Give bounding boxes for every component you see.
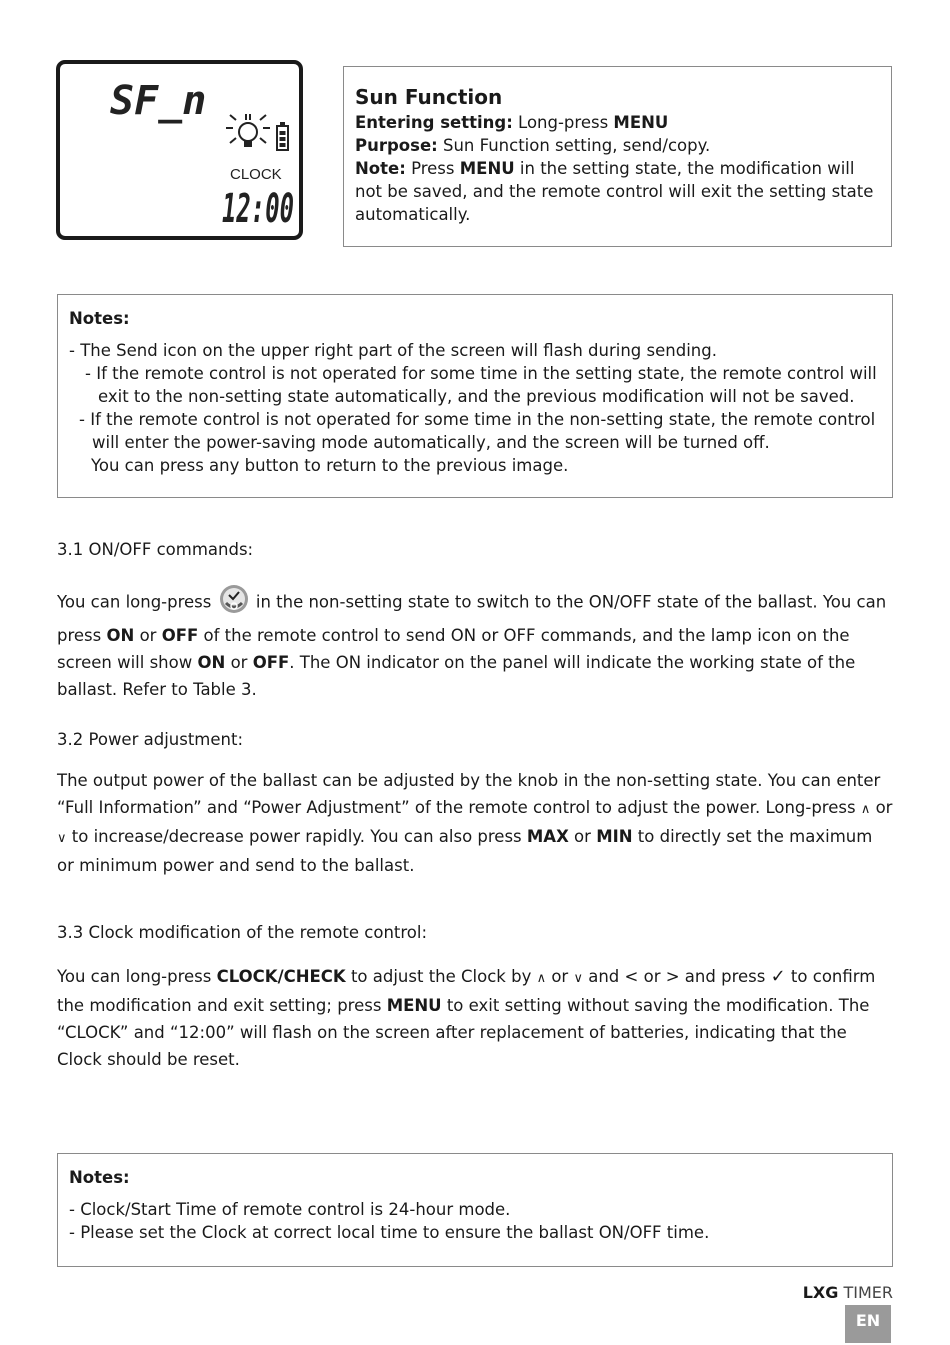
lcd-mode-text: SF_n [110,78,207,124]
lcd-screen-illustration [56,60,303,240]
text: to directly set the maximum or minimum power and send to the ballast. [57,827,873,875]
down-arrow-icon: ∨ [57,831,67,846]
brand-name: LXG [802,1283,839,1302]
purpose-text: Sun Function setting, send/copy. [437,136,711,155]
section-3-1-heading: 3.1 ON/OFF commands: [57,540,254,559]
note-text-pre: Press [405,159,460,178]
off-key: OFF [252,653,290,672]
note-line [355,157,881,226]
sun-function-title: Sun Function [355,85,503,109]
text: or [870,798,893,817]
text: You can long-press [57,967,217,986]
battery-icon [277,122,288,150]
text: or [225,653,253,672]
min-key: MIN [596,827,633,846]
purpose-label: Purpose: [355,136,438,155]
check-icon: ✓ [770,966,786,987]
off-key: OFF [161,626,199,645]
right-arrow-icon: > [665,967,680,986]
clock-check-key: CLOCK/CHECK [216,967,346,986]
on-key: ON [106,626,135,645]
product-name: TIMER [838,1283,893,1302]
text: to adjust the Clock by [345,967,537,986]
section-3-2-heading: 3.2 Power adjustment: [57,730,244,749]
notes-item: - Clock/Start Time of remote control is 24-hour mode. [69,1200,511,1219]
lcd-display-graphic [60,64,299,236]
notes-item-extra: You can press any button to return to the previous image. [91,456,569,475]
note-label: Note: [355,159,406,178]
footer-brand [803,1283,893,1302]
text: and [582,967,625,986]
notes-item: - The Send icon on the upper right part of the screen will flash during sending. [69,341,717,360]
language-badge: EN [845,1305,891,1343]
lamp-icon [226,114,270,147]
notes-title: Notes: [69,309,130,328]
notes-title: Notes: [69,1168,130,1187]
lcd-time: 12:00 [222,186,294,232]
notes-item: - If the remote control is not operated for some time in the setting state, the remote control will exit to the non-setting state automatically, and the previous modification will not be saved. [85,364,877,406]
text: to exit setting without saving the modification. The “CLOCK” and “12:00” will flash on the screen after replacement of batteries, indicating that the Clock should be reset. [57,996,870,1069]
text: to confirm the modification and exit setting; press [57,967,876,1015]
section-3-1-body [57,584,893,703]
sun-function-box [343,66,892,247]
section-3-3-heading: 3.3 Clock modification of the remote control: [57,923,428,942]
text: The output power of the ballast can be adjusted by the knob in the non-setting state. You can enter “Full Information” and “Power Adjustment” of the remote control to adjust the power. Long-press [57,771,881,817]
entering-text: Long-press [512,113,614,132]
notes-box-1 [57,294,893,498]
text: or [638,967,666,986]
up-arrow-icon: ∧ [860,802,871,817]
entering-label: Entering setting: [355,113,513,132]
text: . The ON indicator on the panel will indicate the working state of the ballast. Refer to Table 3. [57,653,856,699]
down-arrow-icon: ∨ [573,971,583,986]
purpose-line [355,134,881,157]
notes-item: - If the remote control is not operated for some time in the non-setting state, the remote control will enter the power-saving mode automatically, and the screen will be turned off. [79,410,876,452]
section-3-2-body [57,767,893,879]
lcd-clock-label: CLOCK [230,166,282,183]
entering-setting-line [355,111,881,134]
up-arrow-icon: ∧ [536,971,547,986]
text: You can long-press [57,592,217,612]
on-key: ON [197,653,226,672]
max-key: MAX [526,827,569,846]
text: and press [679,967,771,986]
clock-power-icon [217,584,251,622]
notes-item: - Please set the Clock at correct local time to ensure the ballast ON/OFF time. [69,1223,710,1242]
section-3-3-body [57,963,893,1073]
text: or [134,626,162,645]
left-arrow-icon: < [624,967,639,986]
text: to increase/decrease power rapidly. You can also press [66,827,527,846]
text: in the non-setting state to switch to the ON/OFF state of the ballast. You can press [57,592,887,645]
note-key: MENU [459,159,515,178]
text: or [568,827,597,846]
note-text-post: in the setting state, the modification will not be saved, and the remote control will exit the setting state automatically. [355,159,874,224]
entering-key: MENU [613,113,669,132]
notes-box-2 [57,1153,893,1267]
text: of the remote control to send ON or OFF commands, and the lamp icon on the screen will show [57,626,850,672]
text: or [546,967,574,986]
menu-key: MENU [386,996,442,1015]
